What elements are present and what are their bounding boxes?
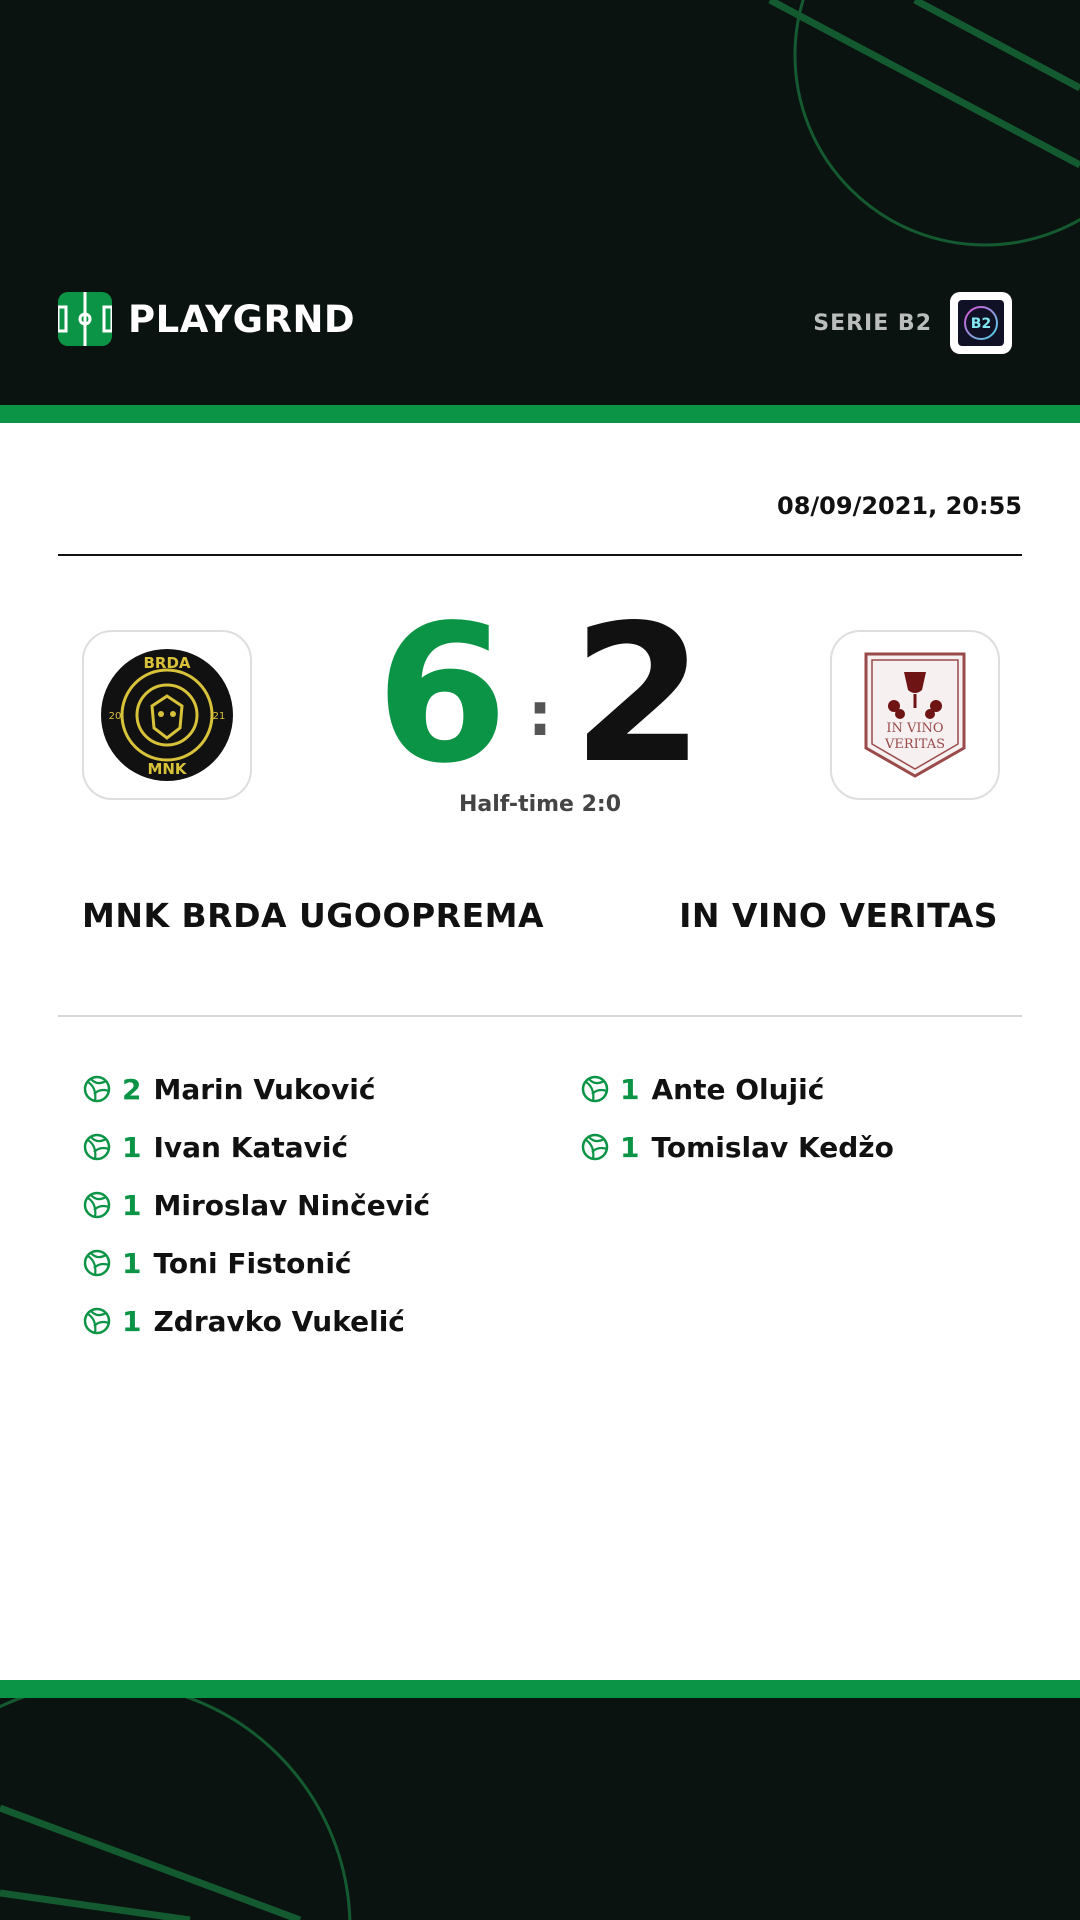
- away-logo-line1: IN VINO: [886, 721, 944, 736]
- league-badge-text: B2: [970, 316, 992, 332]
- home-logo-top-text: BRDA: [143, 654, 191, 672]
- divider: [58, 554, 1022, 556]
- league-name: SERIE B2: [813, 310, 932, 336]
- brand-name: PLAYGRND: [128, 297, 356, 341]
- home-logo-right-text: 21: [212, 711, 226, 722]
- goal-count: 1: [122, 1130, 142, 1164]
- lion-crest-icon: [100, 648, 234, 782]
- away-logo-line2: VERITAS: [884, 737, 946, 752]
- ball-icon: [580, 1132, 610, 1162]
- scorer-row[interactable]: [580, 1118, 894, 1176]
- score-separator: :: [528, 680, 552, 750]
- goal-count: 1: [122, 1188, 142, 1222]
- away-scorers-list: [580, 1060, 894, 1176]
- scorer-name: Ivan Katavić: [153, 1130, 349, 1164]
- ball-icon: [82, 1306, 112, 1336]
- scorer-name: Miroslav Ninčević: [153, 1188, 431, 1222]
- away-team-name: IN VINO VERITAS: [679, 896, 998, 935]
- scorer-row[interactable]: [82, 1118, 430, 1176]
- footer-decoration: [0, 1698, 1080, 1920]
- ball-icon: [82, 1248, 112, 1278]
- scorer-name: Toni Fistonić: [153, 1246, 352, 1280]
- goal-count: 1: [122, 1304, 142, 1338]
- home-scorers-list: [82, 1060, 430, 1350]
- footer: [0, 1698, 1080, 1920]
- ball-icon: [82, 1132, 112, 1162]
- home-score: 6: [375, 584, 508, 805]
- scorer-row[interactable]: [82, 1060, 430, 1118]
- ball-icon: [580, 1074, 610, 1104]
- scorer-name: Tomislav Kedžo: [651, 1130, 894, 1164]
- league[interactable]: [813, 292, 1012, 354]
- home-logo-left-text: 20: [108, 711, 122, 722]
- home-team-logo[interactable]: [82, 630, 252, 800]
- scorer-name: Zdravko Vukelić: [153, 1304, 405, 1338]
- scorer-name: Marin Vuković: [153, 1072, 376, 1106]
- league-badge: [950, 292, 1012, 354]
- halftime-score: Half-time 2:0: [458, 792, 622, 817]
- scorer-row[interactable]: [580, 1060, 894, 1118]
- wine-shield-icon: [860, 648, 970, 782]
- scorer-row[interactable]: [82, 1292, 430, 1350]
- brand[interactable]: [58, 292, 355, 346]
- scorer-row[interactable]: [82, 1176, 430, 1234]
- footer-stripe: [0, 1680, 1080, 1698]
- header-stripe: [0, 405, 1080, 423]
- goal-count: 2: [122, 1072, 142, 1106]
- home-logo-bottom-text: MNK: [147, 760, 187, 778]
- away-team-logo[interactable]: [830, 630, 1000, 800]
- league-badge-image: [958, 300, 1004, 346]
- scorer-name: Ante Olujić: [651, 1072, 825, 1106]
- ball-icon: [82, 1190, 112, 1220]
- match-datetime: 08/09/2021, 20:55: [777, 492, 1022, 520]
- divider: [58, 1015, 1022, 1017]
- goal-count: 1: [620, 1130, 640, 1164]
- pitch-icon: [58, 292, 112, 346]
- header: [0, 0, 1080, 405]
- home-team-name: MNK BRDA UGOOPREMA: [82, 896, 545, 935]
- goal-count: 1: [620, 1072, 640, 1106]
- ball-icon: [82, 1074, 112, 1104]
- scorer-row[interactable]: [82, 1234, 430, 1292]
- goal-count: 1: [122, 1246, 142, 1280]
- away-score: 2: [572, 584, 705, 805]
